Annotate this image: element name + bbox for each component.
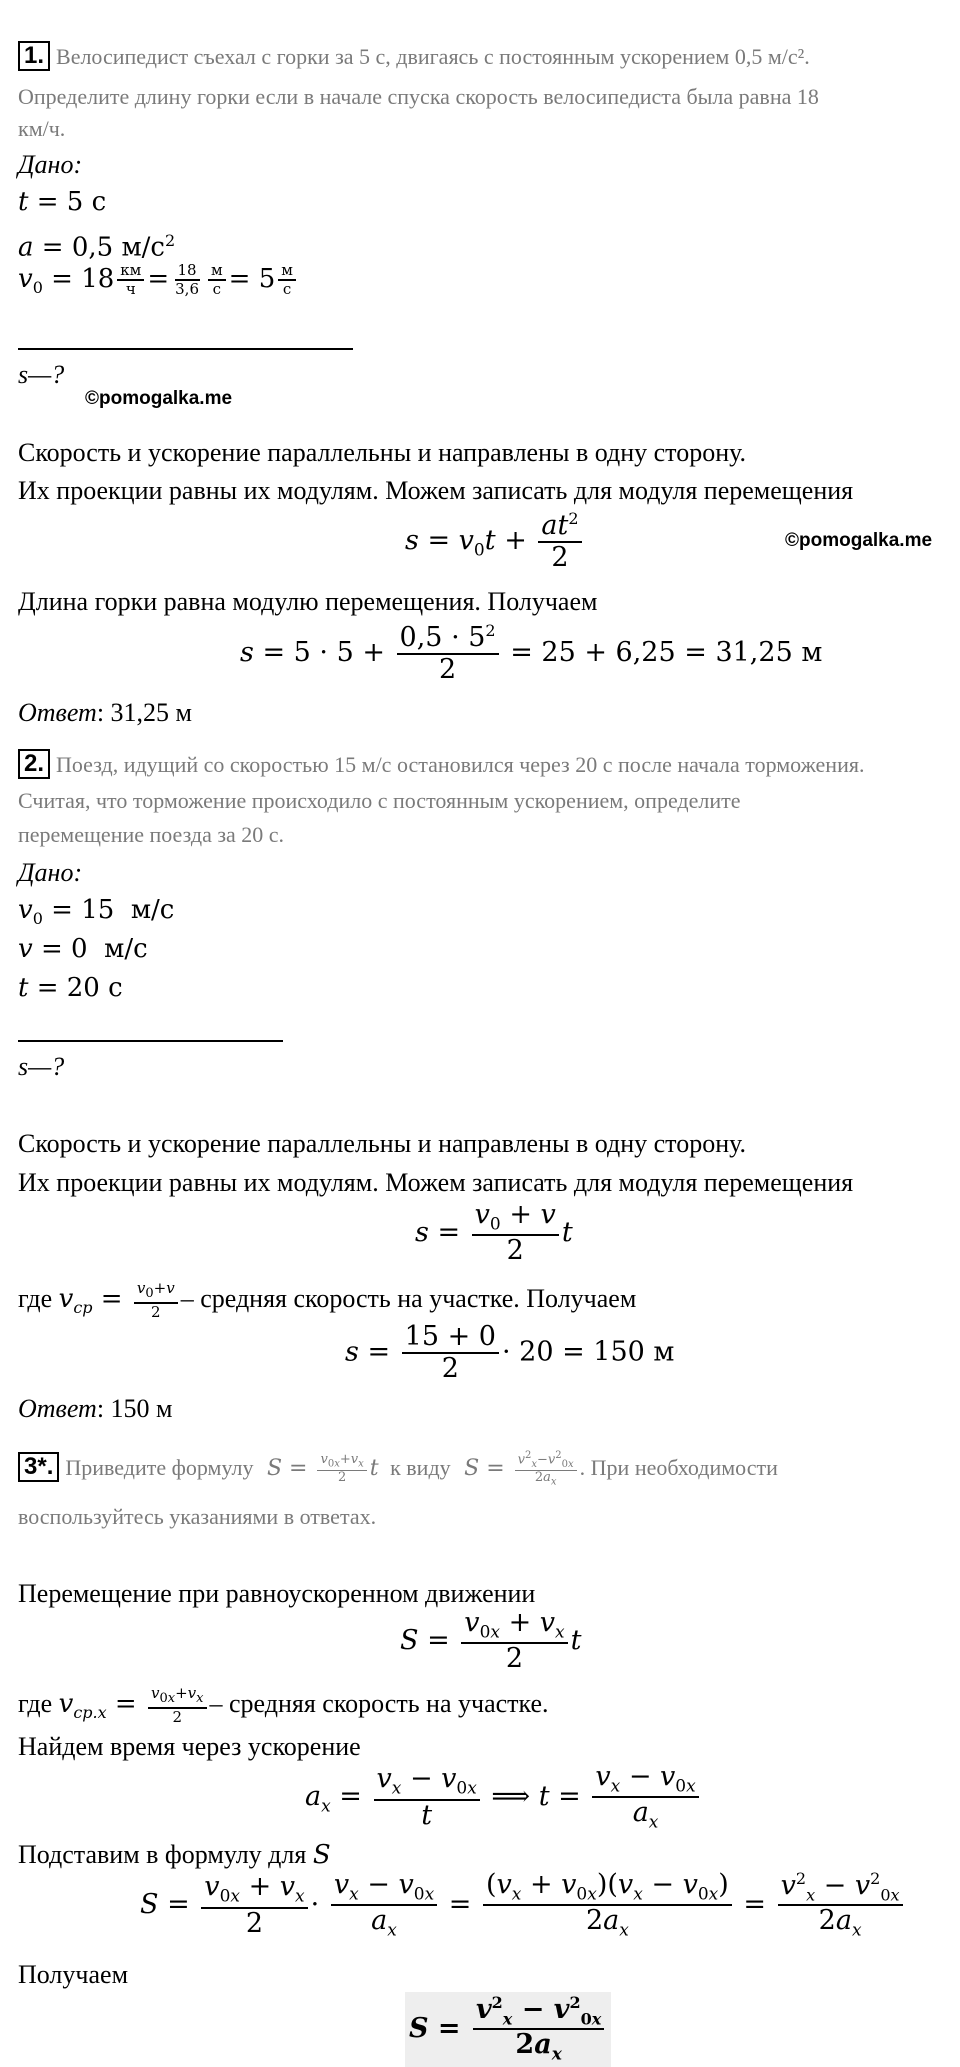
problem-1-answer-value: : 31,25 м: [96, 698, 192, 727]
problem-1-answer-label: Ответ: [18, 698, 97, 727]
problem-3-derivation: S = $\frac{v_{0x} + v_x}{2}$ · $\frac{v_x - v_{0x}}{a_x}$ = $\frac{(v_x + v_{0x})(v_x - v_{0x})}{2a_x}$ = $\frac{v^2_x - v^2_{0x}}{2a_x}$: [140, 1870, 906, 1941]
problem-3-statement-line-2: воспользуйтесь указаниями в ответах.: [18, 1504, 377, 1529]
problem-2-statement-line-1: [18, 748, 864, 782]
problem-3-solution-line-4: Получаем: [18, 1960, 129, 1989]
watermark-2: ©pomogalka.me: [785, 530, 933, 551]
problem-3-solution-line-3-text: Подставим в формулу для: [18, 1840, 307, 1869]
problem-1-solution-line-1: Скорость и ускорение параллельны и направлены в одну сторону.: [18, 438, 747, 467]
problem-2-calculation: s = $\frac{15 + 0}{2}$ · 20 = 150 м: [345, 1321, 675, 1385]
problem-1-statement-line-1: [18, 40, 810, 74]
problem-3-solution-line-1: Перемещение при равноускоренном движении: [18, 1579, 536, 1608]
problem-1-find: s—?: [18, 360, 65, 389]
problem-3-where-post: – средняя скорость на участке.: [209, 1689, 549, 1719]
problem-2-number: 2.: [18, 749, 50, 779]
problem-3-result: S = $\frac{v^2_x - v^2_{0x}}{2a_x}$: [405, 1992, 611, 2067]
problem-1-given-label: Дано:: [18, 150, 83, 179]
problem-2-given-t: t = 20 с: [18, 973, 123, 1003]
problem-2-solution-line-1: Скорость и ускорение параллельны и направлены в одну сторону.: [18, 1129, 747, 1158]
problem-2-given-divider: [18, 1040, 283, 1042]
problem-2-find: s—?: [18, 1052, 65, 1081]
problem-1-formula-s: $s = v_0t$ + $\frac{at^2}{2}$: [405, 510, 585, 573]
problem-1-given-t: t = 5 с: [18, 187, 107, 217]
problem-1-given-v0: $v_0 = 18$ $\frac{км}{ч}$ = $\frac{18}{3,6}$ $\frac{м}{с}$ = 5 $\frac{м}{с}$: [18, 262, 299, 305]
problem-3-statement-line-1: 3*. Приведите формулу S = $\frac{v_{0x}+v_x}{2}$ t к виду S = $\frac{v^2_x-v^2_{0x}}{2a_x}$ . При необходимости: [18, 1450, 778, 1488]
problem-1-statement-line-2: Определите длину горки если в начале спуска скорость велосипедиста была равна 18: [18, 84, 819, 109]
problem-2-given-v: v = 0 м/с: [18, 934, 148, 964]
problem-3-text-c: . При необходимости: [579, 1454, 778, 1480]
problem-1-answer: [18, 696, 192, 730]
problem-1-solution-line-3: Длина горки равна модулю перемещения. Получаем: [18, 587, 598, 616]
problem-2-given-label: Дано:: [18, 858, 83, 887]
problem-2-answer-label: Ответ: [18, 1394, 97, 1423]
problem-2-solution-line-2: Их проекции равны их модулям. Можем записать для модуля перемещения: [18, 1168, 854, 1197]
problem-2-where-line: где $v_{ср}$ = $\frac{v_0+v}{2}$ – средняя скорость на участке. Получаем: [18, 1279, 637, 1321]
watermark: ©pomogalka.me: [85, 388, 233, 409]
problem-2-given-v0: $v_0 = 15$ м/с: [18, 895, 175, 929]
problem-3-where-pre: где: [18, 1689, 53, 1719]
problem-1-text-1: Велосипедист съехал с горки за 5 с, двигаясь с постоянным ускорением 0,5 м/с².: [56, 44, 810, 69]
problem-3-formula-s: S = $\frac{v_{0x} + v_x}{2}$ t: [400, 1607, 582, 1675]
problem-1-given-a: a = 0,5 $м/с^2$: [18, 231, 176, 263]
problem-2-answer-value: : 150 м: [96, 1394, 173, 1423]
problem-1-number: 1.: [18, 41, 50, 71]
problem-2-statement-line-3: перемещение поезда за 20 с.: [18, 822, 285, 847]
problem-1-solution-line-2: Их проекции равны их модулям. Можем записать для модуля перемещения: [18, 476, 854, 505]
problem-3-text-a: Приведите формулу: [65, 1454, 254, 1480]
problem-3-number: 3*.: [18, 1452, 59, 1482]
problem-3-text-b: к виду: [390, 1454, 451, 1480]
problem-2-statement-line-2: Считая, что торможение происходило с постоянным ускорением, определите: [18, 788, 741, 813]
problem-2-formula-s: s = $\frac{v_0 + v}{2}$ t: [415, 1199, 573, 1267]
problem-1-given-divider: [18, 348, 353, 350]
problem-3-solution-line-3: Подставим в формулу для S: [18, 1840, 331, 1870]
problem-3-solution-line-2: Найдем время через ускорение: [18, 1732, 361, 1761]
problem-3-formula-t: $a_x$ = $\frac{v_x - v_{0x}}{t}$ ⟹ t = $\frac{v_x - v_{0x}}{a_x}$: [305, 1762, 702, 1833]
problem-2-where-post: – средняя скорость на участке. Получаем: [180, 1284, 637, 1314]
problem-2-where-pre: где: [18, 1284, 53, 1314]
problem-3-where-line: где $v_{ср.х}$ = $\frac{v_{0x}+v_x}{2}$ – средняя скорость на участке.: [18, 1684, 549, 1726]
problem-1-statement-line-3: км/ч.: [18, 116, 66, 141]
problem-2-text-1: Поезд, идущий со скоростью 15 м/с остановился через 20 с после начала торможения.: [56, 752, 865, 777]
problem-1-calculation: s = 5 · 5 + $\frac{0,5 \cdot 5^2}{2}$ = 25 + 6,25 = 31,25 м: [240, 621, 823, 686]
problem-2-answer: [18, 1392, 173, 1426]
